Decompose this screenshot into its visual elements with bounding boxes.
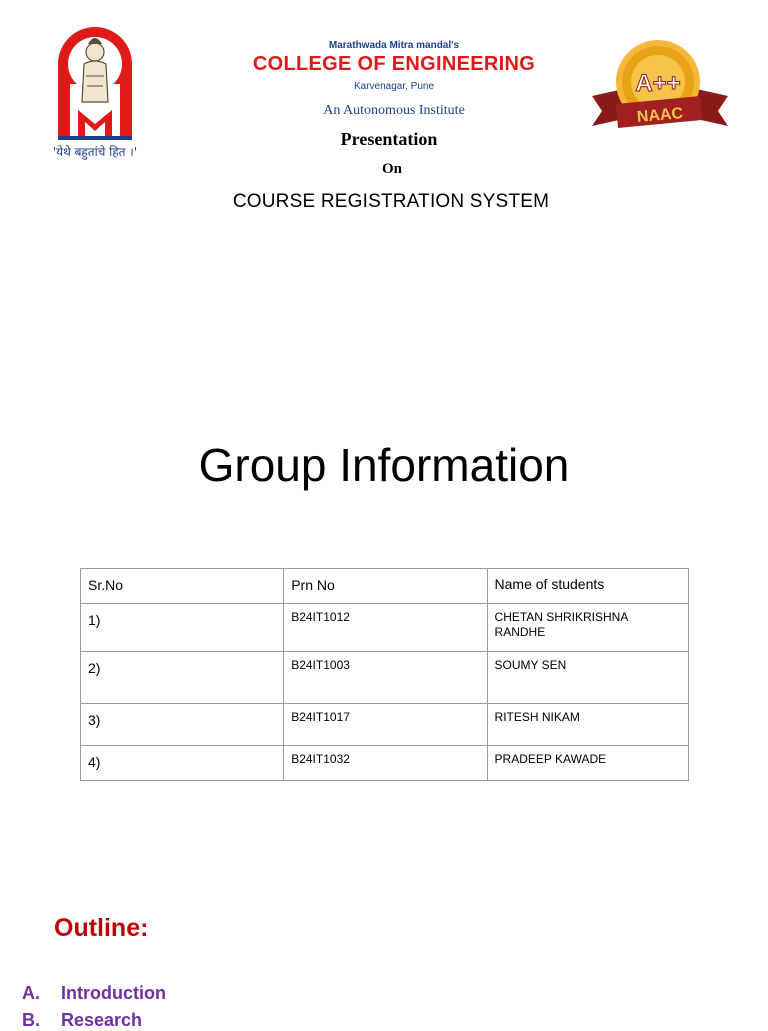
college-motto: 'येथे बहुतांचे हित ।' bbox=[52, 145, 138, 159]
header-student-name: Name of students bbox=[487, 569, 688, 604]
on-label: On bbox=[381, 161, 402, 177]
row-prn-no: B24IT1003 bbox=[284, 652, 487, 704]
table-row bbox=[81, 604, 689, 652]
row-sr-no: 3) bbox=[81, 704, 284, 746]
header-prn-no: Prn No bbox=[284, 569, 487, 604]
badge-grade: A++ bbox=[635, 70, 681, 97]
mandal-name: Marathwada Mitra mandal's bbox=[328, 40, 460, 51]
header-sr-no: Sr.No bbox=[81, 569, 284, 604]
outline-title: Outline: bbox=[54, 914, 149, 942]
autonomous-label: An Autonomous Institute bbox=[323, 103, 465, 118]
row-prn-no: B24IT1017 bbox=[284, 704, 487, 746]
row-sr-no: 4) bbox=[81, 746, 284, 781]
outline-item-letter: B. bbox=[22, 1010, 40, 1030]
row-prn-no: B24IT1032 bbox=[284, 746, 487, 781]
group-information-title: Group Information bbox=[198, 439, 570, 491]
college-name: COLLEGE OF ENGINEERING bbox=[252, 53, 536, 75]
table-row bbox=[81, 704, 689, 746]
row-prn-no: B24IT1012 bbox=[284, 604, 487, 652]
table-header-row bbox=[81, 569, 689, 604]
naac-badge-logo bbox=[588, 36, 732, 136]
row-student-name: PRADEEP KAWADE bbox=[487, 746, 688, 781]
college-location: Karvenagar, Pune bbox=[353, 81, 435, 92]
outline-item-label: Introduction bbox=[61, 983, 166, 1003]
outline-item-label: Research bbox=[61, 1010, 143, 1030]
outline-item-introduction bbox=[22, 983, 166, 1004]
table-row bbox=[81, 652, 689, 704]
row-sr-no: 2) bbox=[81, 652, 284, 704]
presentation-label: Presentation bbox=[340, 129, 438, 149]
group-table bbox=[80, 568, 689, 781]
badge-name: NAAC bbox=[636, 105, 684, 126]
outline-item-research bbox=[22, 1010, 142, 1031]
row-student-name: RITESH NIKAM bbox=[487, 704, 688, 746]
outline-item-letter: A. bbox=[22, 983, 40, 1003]
row-sr-no: 1) bbox=[81, 604, 284, 652]
table-row bbox=[81, 746, 689, 781]
row-student-name: CHETAN SHRIKRISHNA RANDHE bbox=[487, 604, 688, 652]
course-title: COURSE REGISTRATION SYSTEM bbox=[232, 191, 550, 212]
row-student-name: SOUMY SEN bbox=[487, 652, 688, 704]
